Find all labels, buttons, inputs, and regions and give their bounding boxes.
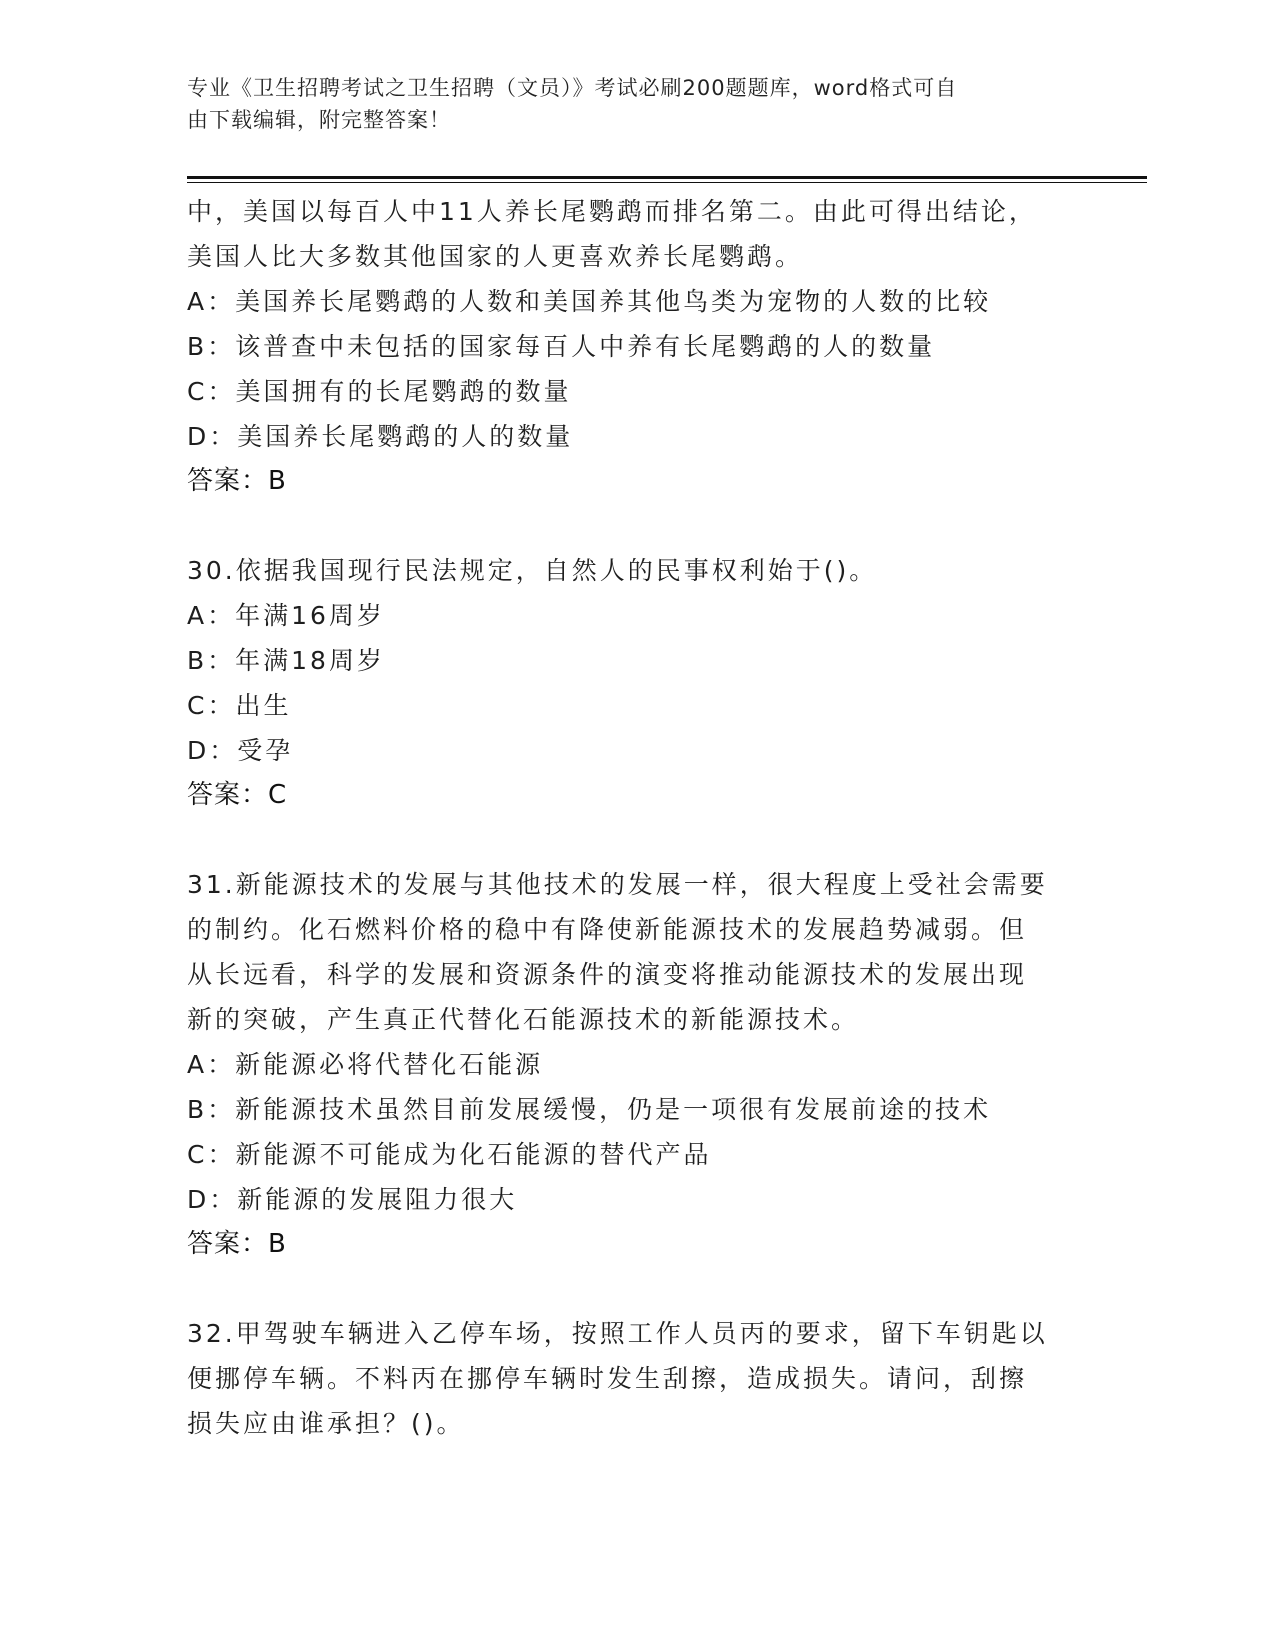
question-31 — [187, 862, 1087, 1267]
option-b: B：新能源技术虽然目前发展缓慢，仍是一项很有发展前途的技术 — [187, 1095, 992, 1124]
option-b: B：该普查中未包括的国家每百人中养有长尾鹦鹉的人的数量 — [187, 332, 936, 361]
question-list — [187, 189, 1087, 1446]
question-stem-line: 新的突破，产生真正代替化石能源技术的新能源技术。 — [187, 1005, 860, 1034]
option-a: A：年满16周岁 — [187, 601, 385, 630]
question-stem-line: 的制约。化石燃料价格的稳中有降使新能源技术的发展趋势减弱。但 — [187, 915, 1028, 944]
question-stem-line: 从长远看，科学的发展和资源条件的演变将推动能源技术的发展出现 — [187, 960, 1028, 989]
header-divider-thin — [187, 182, 1147, 183]
question-stem-line: 损失应由谁承担？()。 — [187, 1409, 465, 1438]
question-29 — [187, 189, 1087, 504]
option-c: C：美国拥有的长尾鹦鹉的数量 — [187, 377, 572, 406]
question-spacer — [187, 1267, 1087, 1311]
question-spacer — [187, 504, 1087, 548]
answer-line: 答案：B — [187, 1229, 287, 1259]
question-spacer — [187, 818, 1087, 862]
question-32 — [187, 1311, 1087, 1446]
header-divider-thick — [187, 176, 1147, 179]
question-stem-line: 便挪停车辆。不料丙在挪停车辆时发生刮擦，造成损失。请问，刮擦 — [187, 1364, 1028, 1393]
option-a: A：美国养长尾鹦鹉的人数和美国养其他鸟类为宠物的人数的比较 — [187, 287, 992, 316]
header-line-1: 专业《卫生招聘考试之卫生招聘（文员）》考试必刷200题题库，word格式可自 — [187, 76, 958, 100]
option-c: C：新能源不可能成为化石能源的替代产品 — [187, 1140, 712, 1169]
option-b: B：年满18周岁 — [187, 646, 385, 675]
question-stem-line: 30.依据我国现行民法规定，自然人的民事权利始于()。 — [187, 556, 878, 585]
question-stem-line: 美国人比大多数其他国家的人更喜欢养长尾鹦鹉。 — [187, 242, 804, 271]
question-stem-line: 中，美国以每百人中11人养长尾鹦鹉而排名第二。由此可得出结论， — [187, 197, 1037, 226]
option-d: D：美国养长尾鹦鹉的人的数量 — [187, 422, 574, 451]
option-d: D：新能源的发展阻力很大 — [187, 1185, 518, 1214]
option-d: D：受孕 — [187, 736, 294, 765]
answer-line: 答案：B — [187, 466, 287, 496]
question-30 — [187, 548, 1087, 818]
question-stem-line: 31.新能源技术的发展与其他技术的发展一样，很大程度上受社会需要 — [187, 870, 1048, 899]
question-stem-line: 32.甲驾驶车辆进入乙停车场，按照工作人员丙的要求，留下车钥匙以 — [187, 1319, 1048, 1348]
answer-line: 答案：C — [187, 780, 288, 810]
option-c: C：出生 — [187, 691, 292, 720]
option-a: A：新能源必将代替化石能源 — [187, 1050, 544, 1079]
header-line-2: 由下载编辑，附完整答案！ — [187, 108, 451, 132]
document-header — [187, 72, 1067, 136]
